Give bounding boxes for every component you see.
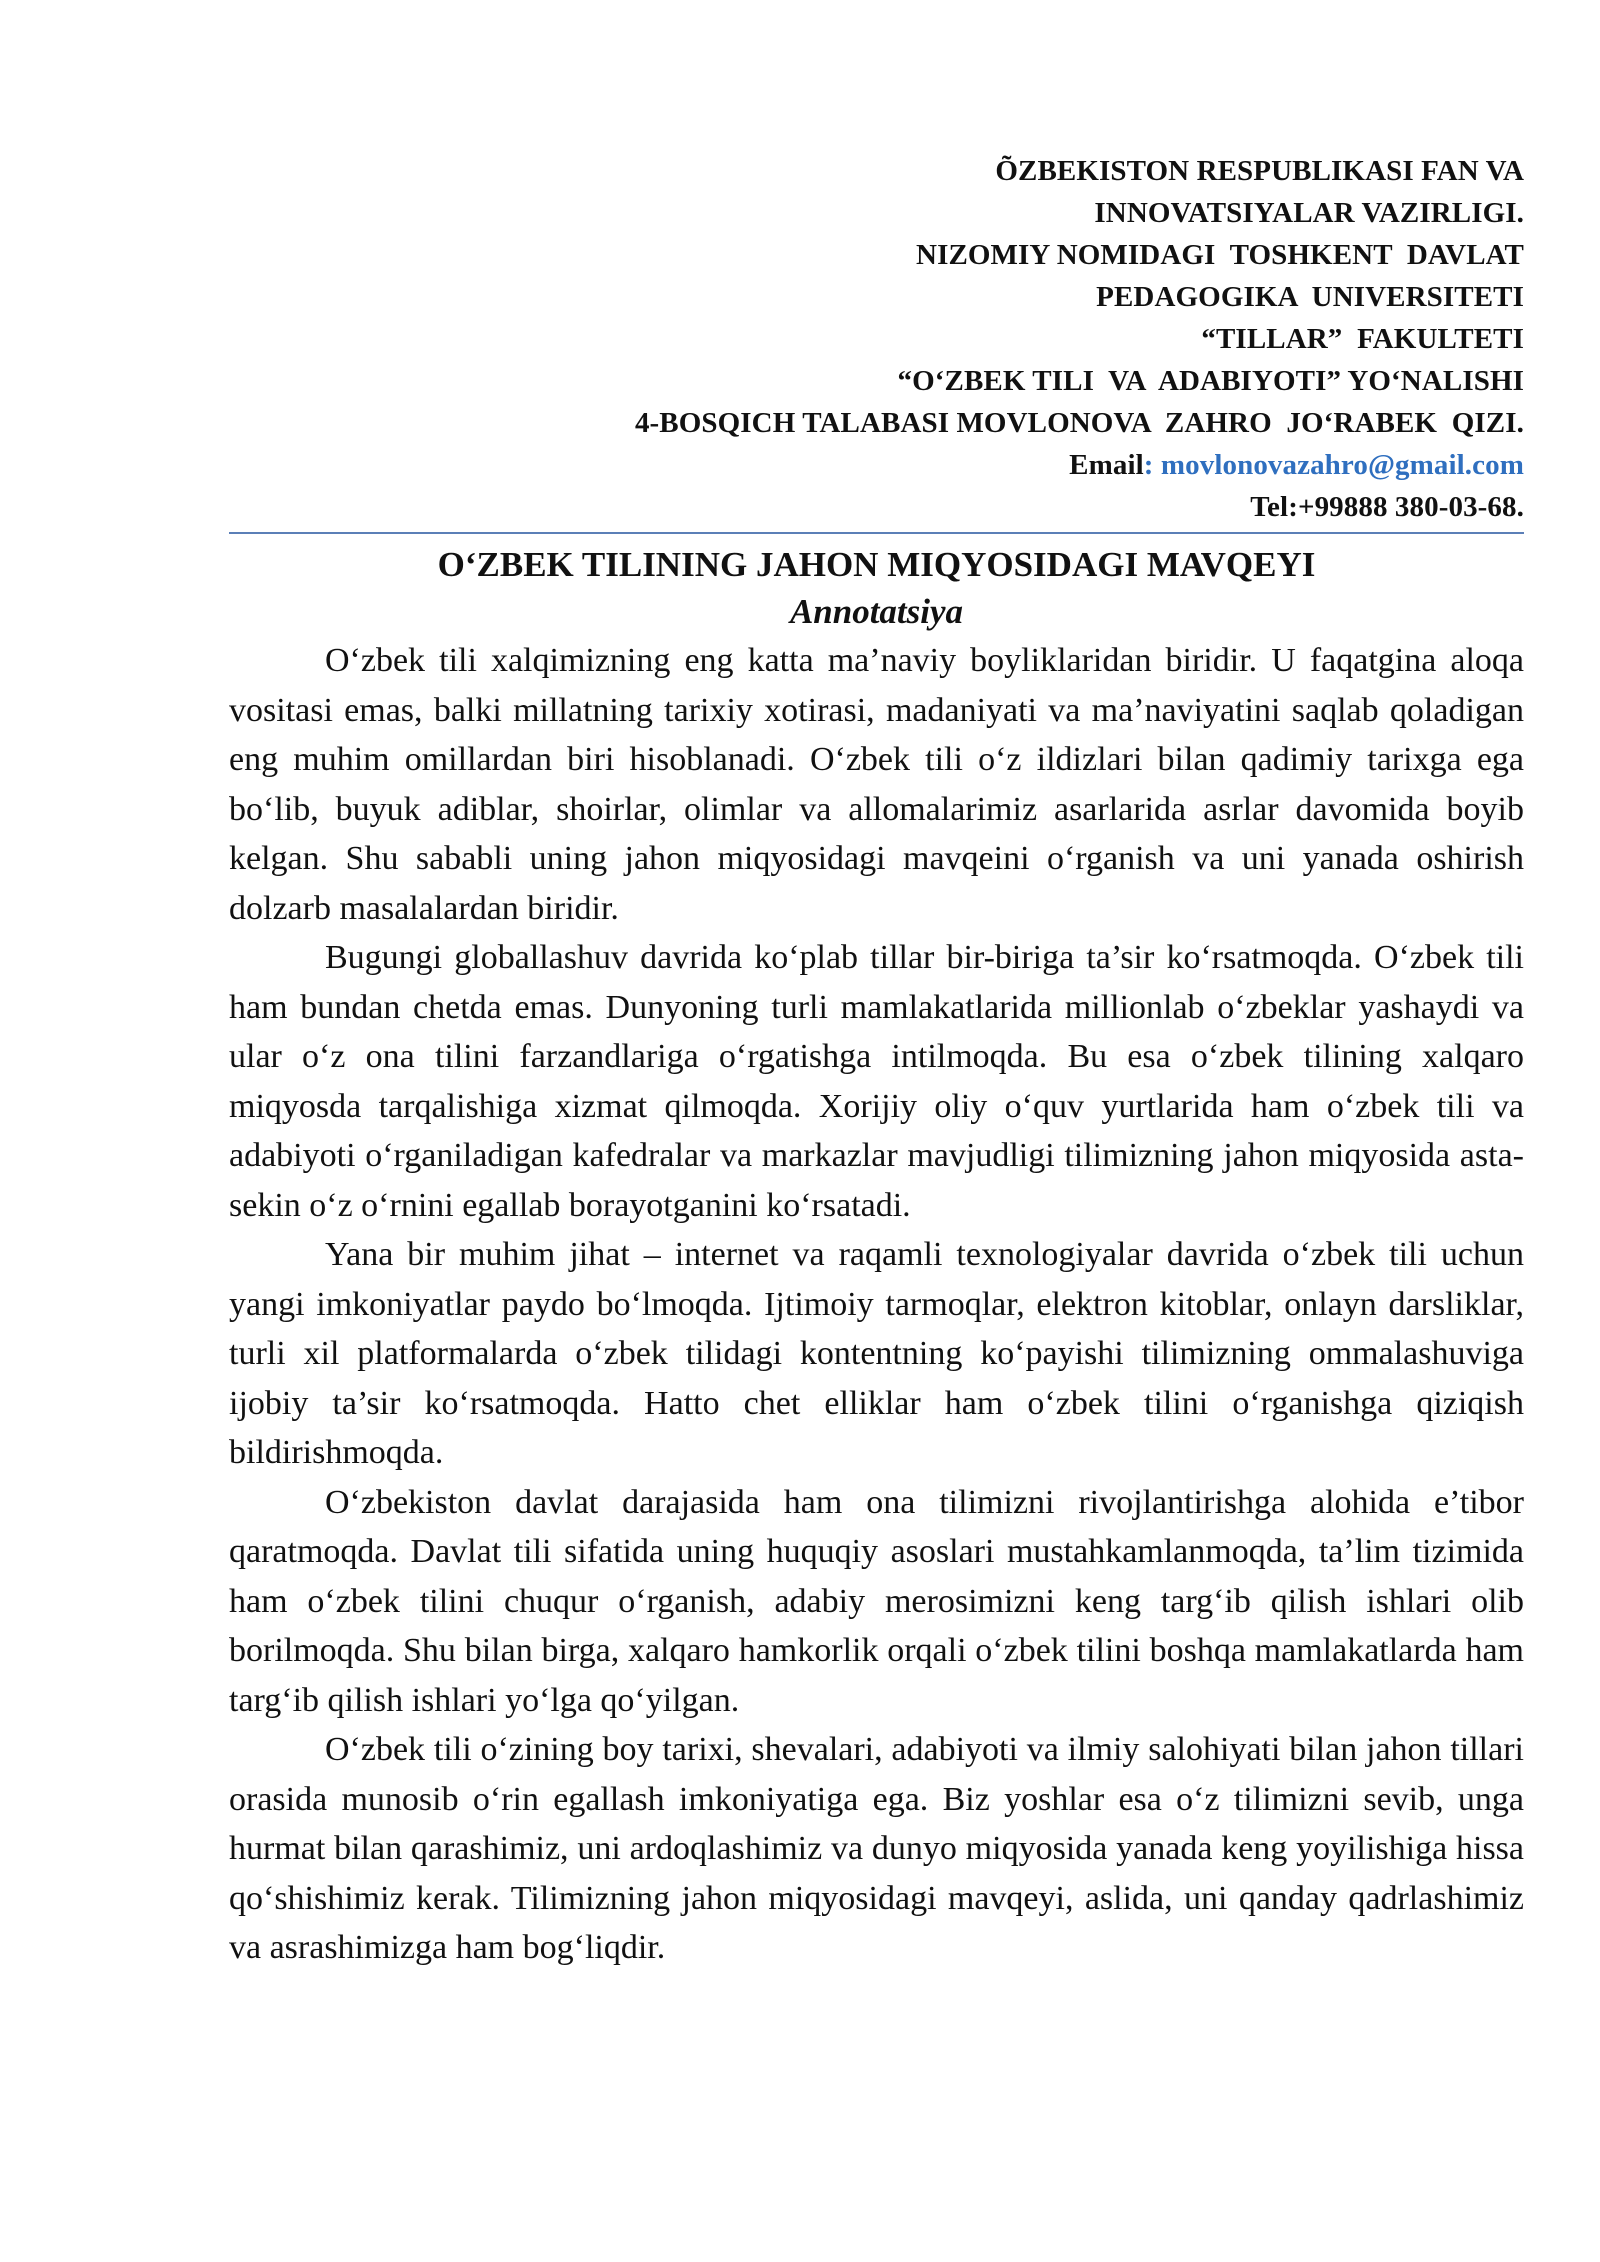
header-phone: Tel:+99888 380-03-68. [1250,491,1524,523]
header-line-author: 4-BOSQICH TALABASI MOVLONOVA ZAHRO JO‘RABEK QIZI. [634,407,1524,439]
body-paragraph-1: O‘zbek tili xalqimizning eng katta ma’naviy boyliklaridan biridir. U faqatgina aloqa vositasi emas, balki millatning tarixiy xotirasi, madaniyati va ma’naviyatini saqlab qoladigan eng muhim omillardan biri hisoblanadi. O‘zbek tili o‘z ildizlari bilan qadimiy tarixga ega bo‘lib, buyuk adiblar, shoirlar, olimlar va allomalarimiz asarlarida asrlar davomida boyib kelgan. Shu sababli uning jahon miqyosidagi mavqeini o‘rganish va uni yanada oshirish dolzarb masalalardan biridir. [229,642,1524,927]
article-title: O‘ZBEK TILINING JAHON MIQYOSIDAGI MAVQEYI [437,545,1316,584]
author-affiliation-header [229,150,1524,528]
header-divider [229,532,1524,534]
header-line-faculty: “TILLAR” FAKULTETI [1201,323,1524,355]
header-line-university-1: NIZOMIY NOMIDAGI TOSHKENT DAVLAT [916,239,1524,271]
abstract-heading: Annotatsiya [789,592,964,631]
article-body [229,636,1524,1973]
body-paragraph-2: Bugungi globallashuv davrida ko‘plab tillar bir-biriga ta’sir ko‘rsatmoqda. O‘zbek tili ham bundan chetda emas. Dunyoning turli mamlakatlarida millionlab o‘zbeklar yashaydi va ular o‘z ona tilini farzandlariga o‘rgatishga intilmoqda. Bu esa o‘zbek tilining xalqaro miqyosda tarqalishiga xizmat qilmoqda. Xorijiy oliy o‘quv yurtlarida ham o‘zbek tili va adabiyoti o‘rganiladigan kafedralar va markazlar mavjudligi tilimizning jahon miqyosida asta-sekin o‘z o‘rnini egallab borayotganini ko‘rsatadi. [229,939,1524,1224]
header-line-ministry-2: INNOVATSIYALAR VAZIRLIGI. [1094,197,1524,229]
document-page [229,150,1524,1973]
body-paragraph-3: Yana bir muhim jihat – internet va raqamli texnologiyalar davrida o‘zbek tili uchun yangi imkoniyatlar paydo bo‘lmoqda. Ijtimoiy tarmoqlar, elektron kitoblar, onlayn darsliklar, turli xil platformalarda o‘zbek tilidagi kontentning ko‘payishi tilimizning ommalashuviga ijobiy ta’sir ko‘rsatmoqda. Hatto chet elliklar ham o‘zbek tilini o‘rganishga qiziqish bildirishmoqda. [229,1236,1524,1471]
header-line-ministry-1: ÕZBEKISTON RESPUBLIKASI FAN VA [995,155,1524,187]
header-line-department: “O‘ZBEK TILI VA ADABIYOTI” YO‘NALISHI [897,365,1524,397]
header-email-line [229,444,1524,486]
body-paragraph-5: O‘zbek tili o‘zining boy tarixi, shevalari, adabiyoti va ilmiy salohiyati bilan jahon tillari orasida munosib o‘rin egallash imkoniyatiga ega. Biz yoshlar esa o‘z tilimizni sevib, unga hurmat bilan qarashimiz, uni ardoqlashimiz va dunyo miqyosida yanada keng yoyilishiga hissa qo‘shishimiz kerak. Tilimizning jahon miqyosidagi mavqeyi, aslida, uni qanday qadrlashimiz va asrashimizga ham bog‘liqdir. [229,1731,1524,1966]
email-label: Email [1069,449,1144,481]
header-line-university-2: PEDAGOGIKA UNIVERSITETI [1096,281,1524,313]
body-paragraph-4: O‘zbekiston davlat darajasida ham ona tilimizni rivojlantirishga alohida e’tibor qaratmoqda. Davlat tili sifatida uning huquqiy asoslari mustahkamlanmoqda, ta’lim tizimida ham o‘zbek tilini chuqur o‘rganish, adabiy merosimizni keng targ‘ib qilish ishlari olib borilmoqda. Shu bilan birga, xalqaro hamkorlik orqali o‘zbek tilini boshqa mamlakatlarda ham targ‘ib qilish ishlari yo‘lga qo‘yilgan. [229,1483,1524,1719]
email-link[interactable]: : movlonovazahro@gmail.com [1143,449,1524,481]
